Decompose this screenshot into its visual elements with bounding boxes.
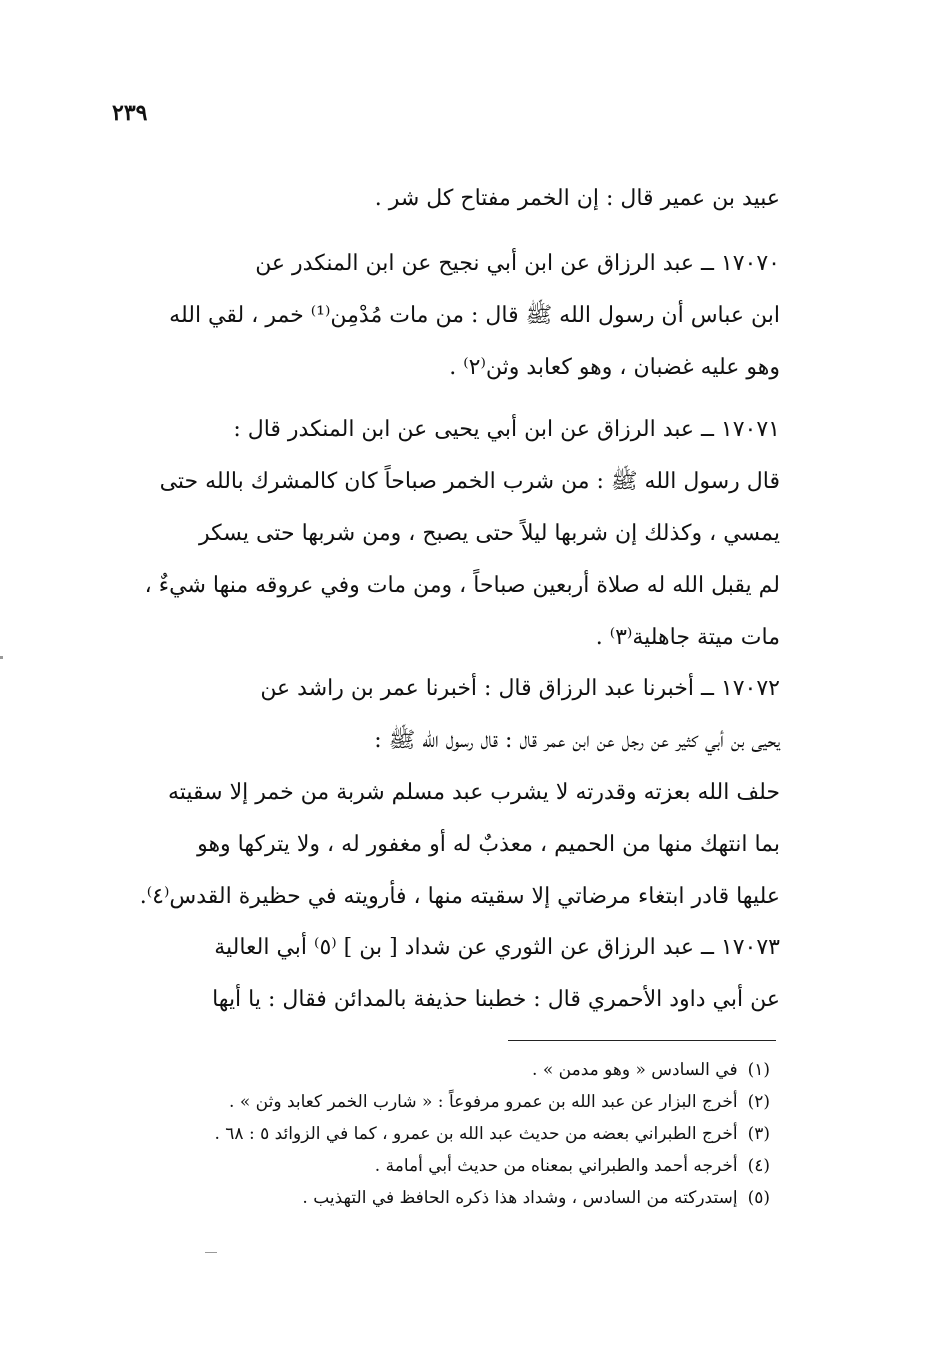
text-line: وهو عليه غضبان ، وهو كعابد وثن⁽٢⁾ . — [449, 355, 780, 380]
text-line: يمسي ، وكذلك إن شربها ليلاً حتى يصبح ، ومن شربها حتى يسكر — [198, 521, 780, 546]
footnote-number: (٥) — [747, 1188, 770, 1208]
footnote-number: (٢) — [747, 1092, 770, 1112]
text-line: ١٧٠٧٠ ــ عبد الرزاق عن ابن أبي نجيح عن ابن المنكدر عن — [255, 251, 780, 276]
hadith-17073 — [110, 922, 780, 1026]
text-line: قال رسول الله ﷺ : من شرب الخمر صباحاً كان كالمشرك بالله حتى — [159, 469, 780, 494]
footnote — [100, 1086, 770, 1118]
text-line: يحيى بن أبي كثير عن رجل عن ابن عمر قال : قال رسول الله ﷺ : — [374, 728, 780, 753]
text-line: عليها قادر ابتغاء مرضاتي إلا سقيته منها ، فأرويته في حظيرة القدس⁽٤⁾. — [139, 884, 780, 909]
footnote-text: إستدركته من السادس ، وشداد هذا ذكره الحافظ في التهذيب . — [302, 1188, 738, 1208]
scan-mark — [205, 1252, 217, 1253]
intro-paragraph — [110, 173, 780, 225]
text-line: بما انتهك منها من الحميم ، معذبٌ له أو مغفور له ، ولا يتركها وهو — [197, 832, 780, 857]
footnote-number: (٤) — [747, 1156, 770, 1176]
page-number: ٢٣٩ — [112, 100, 148, 126]
footnote — [100, 1182, 770, 1214]
footnote — [100, 1118, 770, 1150]
text-line: ابن عباس أن رسول الله ﷺ قال : من مات مُدْمِن⁽¹⁾ خمر ، لقي الله — [169, 303, 780, 328]
footnote-text: في السادس « وهو مدمن » . — [532, 1060, 738, 1080]
text-line: عن أبي داود الأحمري قال : خطبنا حذيفة بالمدائن فقال : يا أيها — [212, 987, 780, 1012]
footnote-number: (٣) — [747, 1124, 770, 1144]
hadith-17070 — [110, 238, 780, 394]
text-line: حلف الله بعزته وقدرته لا يشرب عبد مسلم شربة من خمر إلا سقيته — [167, 780, 780, 805]
scan-mark — [0, 656, 3, 659]
text-line: عبيد بن عمير قال : إن الخمر مفتاح كل شر . — [374, 186, 780, 211]
hadith-17072 — [110, 663, 780, 923]
footnote-text: أخرجه أحمد والطبراني بمعناه من حديث أبي أمامة . — [374, 1156, 738, 1176]
text-line: ١٧٠٧٢ ــ أخبرنا عبد الرزاق قال : أخبرنا عمر بن راشد عن — [260, 676, 780, 701]
footnote-separator — [508, 1040, 776, 1041]
text-line: لم يقبل الله له صلاة أربعين صباحاً ، ومن مات وفي عروقه منها شيءٌ ، — [144, 573, 780, 598]
hadith-17071 — [110, 404, 780, 664]
footnote — [100, 1054, 770, 1086]
footnote-text: أخرج البزار عن عبد الله بن عمرو مرفوعاً : « شارب الخمر كعابد وثن » . — [229, 1092, 738, 1112]
footnote-text: أخرج الطبراني بعضه من حديث عبد الله بن عمرو ، كما في الزوائد ٥ : ٦٨ . — [214, 1124, 738, 1144]
text-line: مات ميتة جاهلية⁽٣⁾ . — [595, 625, 780, 650]
text-line: ١٧٠٧١ ــ عبد الرزاق عن ابن أبي يحيى عن ابن المنكدر قال : — [233, 417, 780, 442]
footnotes — [100, 1054, 770, 1214]
text-line: ١٧٠٧٣ ــ عبد الرزاق عن الثوري عن شداد [ بن ] ⁽٥⁾ أبي العالية — [214, 935, 780, 960]
footnote — [100, 1150, 770, 1182]
footnote-number: (١) — [747, 1060, 770, 1080]
